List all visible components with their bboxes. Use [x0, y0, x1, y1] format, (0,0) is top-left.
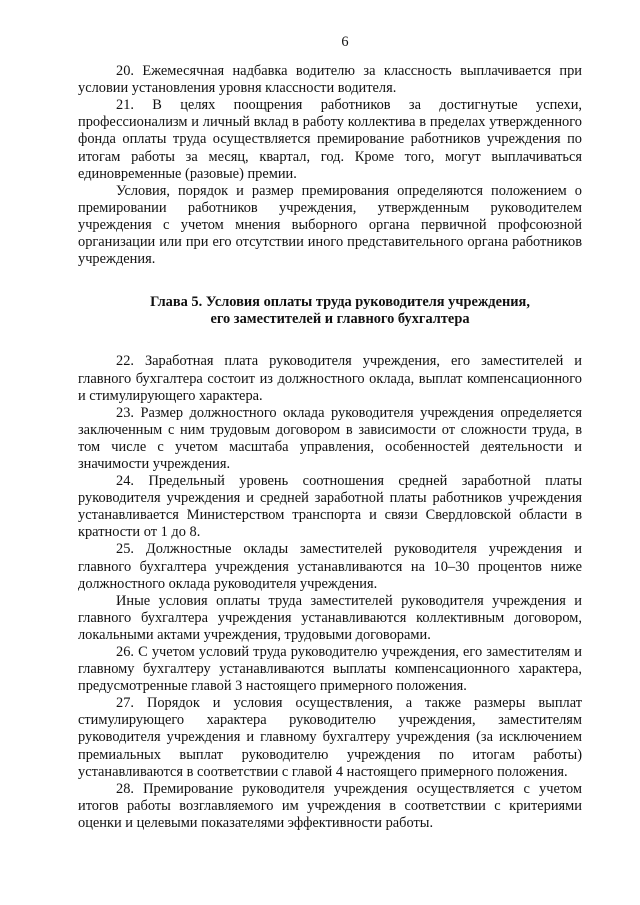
chapter-heading-line-1: Глава 5. Условия оплаты труда руководителя учреждения,	[150, 294, 530, 311]
paragraph-25: 25. Должностные оклады заместителей руководителя учреждения и главного бухгалтера учреждения устанавливаются на 10–30 процентов ниже должностного оклада руководителя учреждения.	[78, 541, 582, 592]
paragraph-20: 20. Ежемесячная надбавка водителю за классность выплачивается при условии установления уровня классности водителя.	[78, 63, 582, 97]
paragraph-22: 22. Заработная плата руководителя учреждения, его заместителей и главного бухгалтера состоит из должностного оклада, выплат компенсационного и стимулирующего характера.	[78, 353, 582, 404]
paragraph-24: 24. Предельный уровень соотношения средней заработной платы руководителя учреждения и средней заработной платы работников учреждения устанавливается Министерством транспорта и связи Свердловской области в кратности от 1 до 8.	[78, 473, 582, 541]
paragraph-26: 26. С учетом условий труда руководителю учреждения, его заместителям и главному бухгалтеру устанавливаются выплаты компенсационного характера, предусмотренные главой 3 настоящего примерного положения.	[78, 644, 582, 695]
paragraph-28: 28. Премирование руководителя учреждения осуществляется с учетом итогов работы возглавляемого им учреждения в соответствии с критериями оценки и целевыми показателями эффективности работы.	[78, 780, 582, 831]
paragraph-other-conditions: Иные условия оплаты труда заместителей руководителя учреждения и главного бухгалтера учреждения устанавливаются коллективным договором, локальными актами учреждения, трудовыми договорами.	[78, 592, 582, 643]
page-number: 6	[341, 34, 349, 50]
chapter-heading	[78, 294, 582, 328]
paragraph-23: 23. Размер должностного оклада руководителя учреждения определяется заключенным с ним трудовым договором в зависимости от сложности труда, в том числе с учетом масштаба управления, особенностей деятельности и значимости учреждения.	[78, 404, 582, 472]
paragraph-27: 27. Порядок и условия осуществления, а также размеры выплат стимулирующего характера руководителю учреждения, заместителям руководителя учреждения и главному бухгалтеру учреждения (за исключением премиальных выплат руководителю учреждения по итогам работы) устанавливаются в соответствии с главой 4 настоящего примерного положения.	[78, 695, 582, 780]
section-after	[78, 353, 582, 832]
chapter-heading-line-2: его заместителей и главного бухгалтера	[210, 311, 470, 328]
paragraph-premium-conditions: Условия, порядок и размер премирования определяются положением о премировании работников учреждения, утвержденным руководителем учреждения с учетом мнения выборного органа первичной профсоюзной организации или при его отсутствии иного представительного органа работников учреждения.	[78, 182, 582, 268]
section-before	[78, 63, 582, 268]
paragraph-21: 21. В целях поощрения работников за достигнутые успехи, профессионализм и личный вклад в работу коллектива в пределах утвержденного фонда оплаты труда осуществляется премирование работников учреждения по итогам работы за месяц, квартал, год. Кроме того, могут выплачиваться единовременные (разовые) премии.	[78, 97, 582, 182]
